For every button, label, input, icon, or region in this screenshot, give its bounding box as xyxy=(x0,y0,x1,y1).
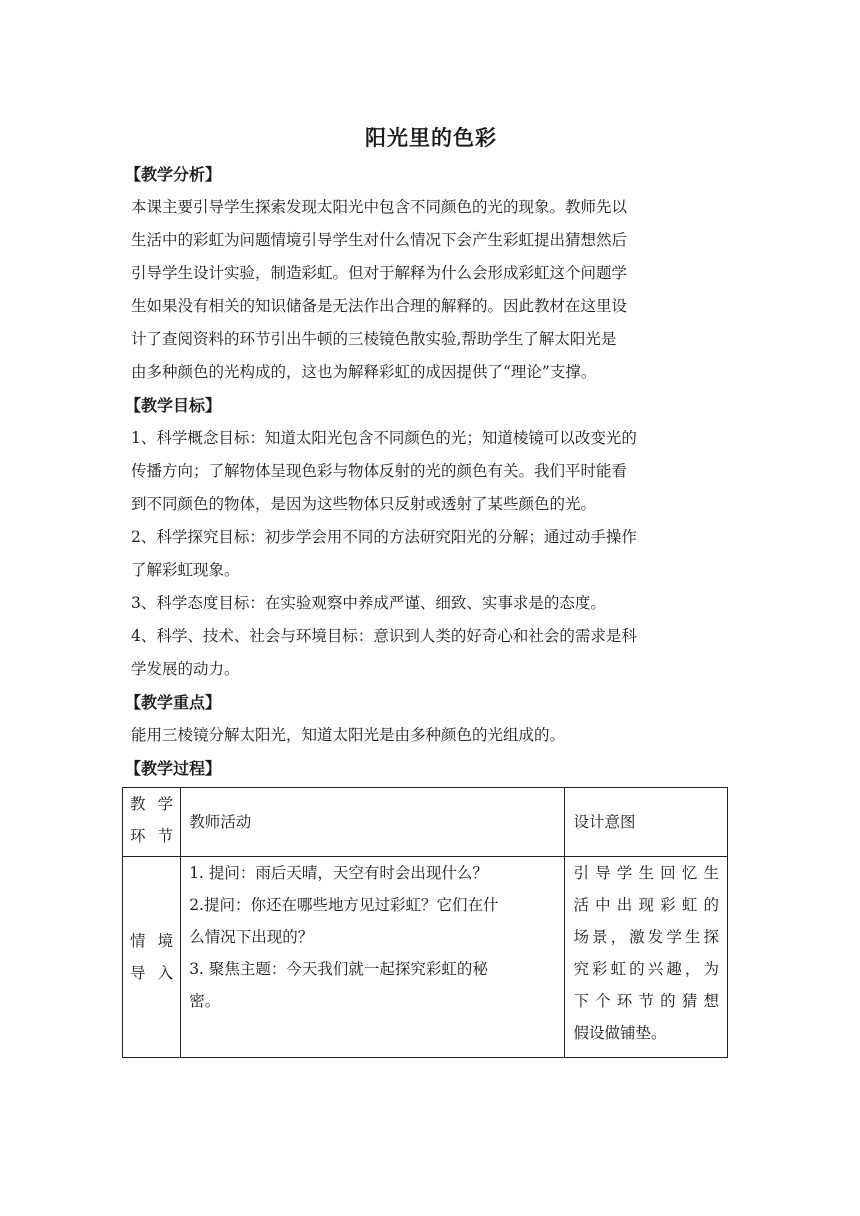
header-stage-cell xyxy=(123,788,181,857)
goals-line: 学发展的动力。 xyxy=(131,660,240,678)
analysis-line: 生如果没有相关的知识储备是无法作出合理的解释的。因此教材在这里设 xyxy=(131,297,628,315)
design-intent-line: 假设做铺垫。 xyxy=(573,1024,667,1042)
header-design-cell: 设计意图 xyxy=(565,788,728,857)
goals-line: 了解彩虹现象。 xyxy=(131,561,240,579)
goals-line: 4、科学、技术、社会与环境目标：意识到人类的好奇心和社会的需求是科 xyxy=(131,627,637,645)
process-heading: 【教学过程】 xyxy=(125,759,222,778)
page-title: 阳光里的色彩 xyxy=(365,125,497,150)
focus-heading: 【教学重点】 xyxy=(125,693,222,712)
header-teacher-cell: 教师活动 xyxy=(181,788,565,857)
goals-paragraph xyxy=(131,422,731,686)
design-intent-line: 究彩虹的兴趣，为 xyxy=(573,960,719,978)
analysis-line: 引导学生设计实验，制造彩虹。但对于解释为什么会形成彩虹这个问题学 xyxy=(131,264,628,282)
analysis-line: 计了查阅资料的环节引出牛顿的三棱镜色散实验,帮助学生了解太阳光是 xyxy=(131,330,617,348)
goals-heading: 【教学目标】 xyxy=(125,396,222,415)
design-intent-line: 活中出现彩虹的 xyxy=(573,896,719,914)
document-page xyxy=(125,118,731,1058)
analysis-line: 由多种颜色的光构成的，这也为解释彩虹的成因提供了“理论”支撑。 xyxy=(131,363,597,381)
goals-line: 2、科学探究目标：初步学会用不同的方法研究阳光的分解；通过动手操作 xyxy=(131,528,637,546)
header-stage-text: 教 学 xyxy=(130,795,174,813)
design-intent-line: 引导学生回忆生 xyxy=(573,864,719,882)
teacher-activity-line: 3. 聚焦主题：今天我们就一起探究彩虹的秘 xyxy=(189,960,488,978)
stage-text: 情 境 xyxy=(130,932,174,950)
table-row xyxy=(123,857,728,1058)
teacher-activity-line: 密。 xyxy=(189,992,221,1010)
goals-line: 到不同颜色的物体，是因为这些物体只反射或透射了某些颜色的光。 xyxy=(131,495,597,513)
goals-line: 3、科学态度目标：在实验观察中养成严谨、细致、实事求是的态度。 xyxy=(131,594,606,612)
stage-text: 导入 xyxy=(130,964,174,982)
design-intent-line: 下个环节的猜想 xyxy=(573,992,719,1010)
stage-cell xyxy=(123,857,181,1058)
teacher-activity-line: 么情况下出现的？ xyxy=(189,928,314,946)
focus-line: 能用三棱镜分解太阳光，知道太阳光是由多种颜色的光组成的。 xyxy=(131,726,566,744)
focus-paragraph xyxy=(131,719,731,752)
table-header-row xyxy=(123,788,728,857)
goals-line: 1、科学概念目标：知道太阳光包含不同颜色的光；知道棱镜可以改变光的 xyxy=(131,429,637,447)
header-stage-text: 环节 xyxy=(130,827,174,845)
teacher-activity-line: 2.提问：你还在哪些地方见过彩虹？它们在什 xyxy=(189,896,499,914)
teacher-activity-cell xyxy=(181,857,565,1058)
analysis-line: 本课主要引导学生探索发现太阳光中包含不同颜色的光的现象。教师先以 xyxy=(131,198,628,216)
analysis-paragraph xyxy=(131,191,731,389)
teacher-activity-line: 1. 提问：雨后天晴，天空有时会出现什么？ xyxy=(189,864,488,882)
analysis-line: 生活中的彩虹为问题情境引导学生对什么情况下会产生彩虹提出猜想然后 xyxy=(131,231,628,249)
goals-line: 传播方向；了解物体呈现色彩与物体反射的光的颜色有关。我们平时能看 xyxy=(131,462,628,480)
design-intent-line: 场景，激发学生探 xyxy=(573,928,719,946)
analysis-heading: 【教学分析】 xyxy=(125,165,222,184)
process-table xyxy=(122,787,728,1058)
design-intent-cell xyxy=(565,857,728,1058)
